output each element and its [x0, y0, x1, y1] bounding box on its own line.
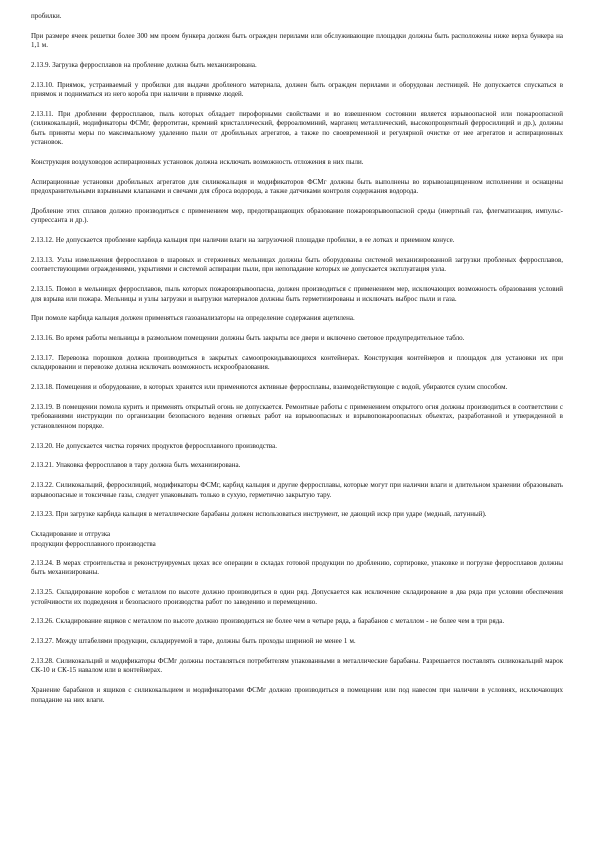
- paragraph: 2.13.16. Во время работы мельницы в размольном помещении должны быть закрыты все двери и включено световое предупредительное табло.: [31, 334, 465, 343]
- document-page: [31, 12, 563, 715]
- paragraph: 2.13.22. Силикокальций, ферросилиций, модификаторы ФСМг, карбид кальция и другие ферросплавы, которые могут при наличии влаги и длительном хранении образовывать взрывоопасные и токсичные газы, следует упаковывать только в сухую, герметично закрытую тару.: [31, 481, 563, 499]
- paragraph: 2.13.24. В мерах строительства и реконструируемых цехах все операции в складах готовой продукции по дроблению, сортировке, упаковке и погрузке ферросплавов должны быть механизированы.: [31, 559, 563, 577]
- paragraph: Дробление этих сплавов должно производиться с применением мер, предотвращающих образование пожаровзрывоопасной среды (инертный газ, флегматизация, импульс-супрессанта и др.).: [31, 207, 563, 225]
- paragraph: 2.13.10. Приямок, устраиваемый у пробилки для выдачи дробленого материала, должен быть огражден перилами и оборудован лестницей. Не допускается спускаться в приямок и подниматься из него короба при наличии в приямке людей.: [31, 80, 563, 99]
- paragraph: 2.13.17. Перевозка порошков должна производиться в закрытых самоопрокидывающихся контейнерах. Конструкция контейнеров и площадок для установки их при складировании и перевозке должна исключать возможность искрообразования.: [31, 354, 563, 372]
- paragraph: Конструкция воздуховодов аспирационных установок должна исключать возможность отложения в них пыли.: [31, 158, 364, 167]
- paragraph: 2.13.25. Складирование коробов с металлом по высоте должно производиться в один ряд. Допускается как исключение складирование в два ряда при условии обеспечения устойчивости их подведения и безопасного производства работ по заведению и перемещению.: [31, 588, 563, 606]
- paragraph: 2.13.20. Не допускается чистка горячих продуктов ферросплавного производства.: [31, 441, 277, 450]
- paragraph: Хранение барабанов и ящиков с силикокальцием и модификаторами ФСМг должно производиться в помещении или под навесом при наличии в условиях, исключающих попадание на них влаги.: [31, 686, 563, 704]
- section-heading: Складирование и отгрузка продукции ферросплавного производства: [31, 530, 156, 548]
- paragraph: 2.13.27. Между штабелями продукции, складируемой в таре, должны быть проходы шириной не менее 1 м.: [31, 637, 356, 646]
- paragraph: 2.13.28. Силикокальций и модификаторы ФСМг должны поставляться потребителям упакованными в металлические барабаны. Разрешается поставлять силикокальций марок СК-10 и СК-15 навалом или в контейнерах.: [31, 657, 563, 675]
- paragraph: 2.13.26. Складирование ящиков с металлом по высоте должно производиться не более чем в четыре ряда, а барабанов с металлом - не более чем в три ряда.: [31, 617, 505, 626]
- paragraph: пробилки.: [31, 12, 62, 20]
- paragraph: 2.13.11. При дроблении ферросплавов, пыль которых обладает пирофорными свойствами и во взвешенном состоянии является взрывоопасной или пожароопасной (силикокальций, модификаторы ФСМг, ферротитан, кремний кристаллический, ферроалюминий, марганец металлический, высокопроцентный ферросилиций и др.), должны быть приняты меры по максимальному удалению пыли от дробильных агрегатов, а также по своевременной и регулярной очистке от нее агрегатов и аспирационных установок.: [31, 110, 563, 147]
- paragraph: 2.13.19. В помещении помола курить и применять открытый огонь не допускается. Ремонтные работы с применением открытого огня должны производиться в соответствии с требованиями инструкции по организации безопасного ведения огневых работ на взрывоопасных и взрывопожароопасных объектах, разработанной и утвержденной в установленном порядке.: [31, 403, 563, 430]
- paragraph: 2.13.21. Упаковка ферросплавов в тару должна быть механизирована.: [31, 461, 241, 470]
- paragraph: 2.13.18. Помещения и оборудование, в которых хранятся или применяются активные ферросплавы, взаимодействующие с водой, убираются сухим способом.: [31, 383, 508, 392]
- paragraph: Аспирационные установки дробильных агрегатов для силикокальция и модификаторов ФСМг должны быть выполнены во взрывозащищенном исполнении и оснащены предохранительными взрывными клапанами и свечами для сброса водорода, а также датчиками контроля содержания водорода.: [31, 177, 563, 196]
- paragraph: При помоле карбида кальция должен применяться газоанализаторы на определение содержания ацетилена.: [31, 314, 355, 323]
- paragraph: 2.13.13. Узлы измельчения ферросплавов в шаровых и стержневых мельницах должны быть оборудованы системой механизированной загрузки пробленых ферросплавов, соответствующими ограждениями, укрытиями и системой аспирации пыли, при непопадание которых не допускается эксплуатация узла.: [31, 256, 563, 274]
- paragraph: 2.13.12. Не допускается пробление карбида кальция при наличии влаги на загрузочной площадке пробилки, в ее лотках и приемном конусе.: [31, 236, 455, 245]
- paragraph: 2.13.23. При загрузке карбида кальция в металлические барабаны должен использоваться инструмент, не дающий искр при ударе (медный, латунный).: [31, 510, 487, 519]
- paragraph: 2.13.15. Помол в мельницах ферросплавов, пыль которых пожаровзрывоопасна, должен производиться с применением мер, исключающих возможность образования условий для взрыва или пожара. Мельницы и узлы загрузки и выгрузки материалов должны быть герметизированы и исключать выброс пыли и газа.: [31, 285, 563, 303]
- paragraph: При размере ячеек решетки более 300 мм проем бункера должен быть огражден перилами или обслуживающие площадки должны быть расположены ниже верха бункера на 1,1 м.: [31, 31, 563, 50]
- paragraph: 2.13.9. Загрузка ферросплавов на пробление должна быть механизирована.: [31, 61, 257, 69]
